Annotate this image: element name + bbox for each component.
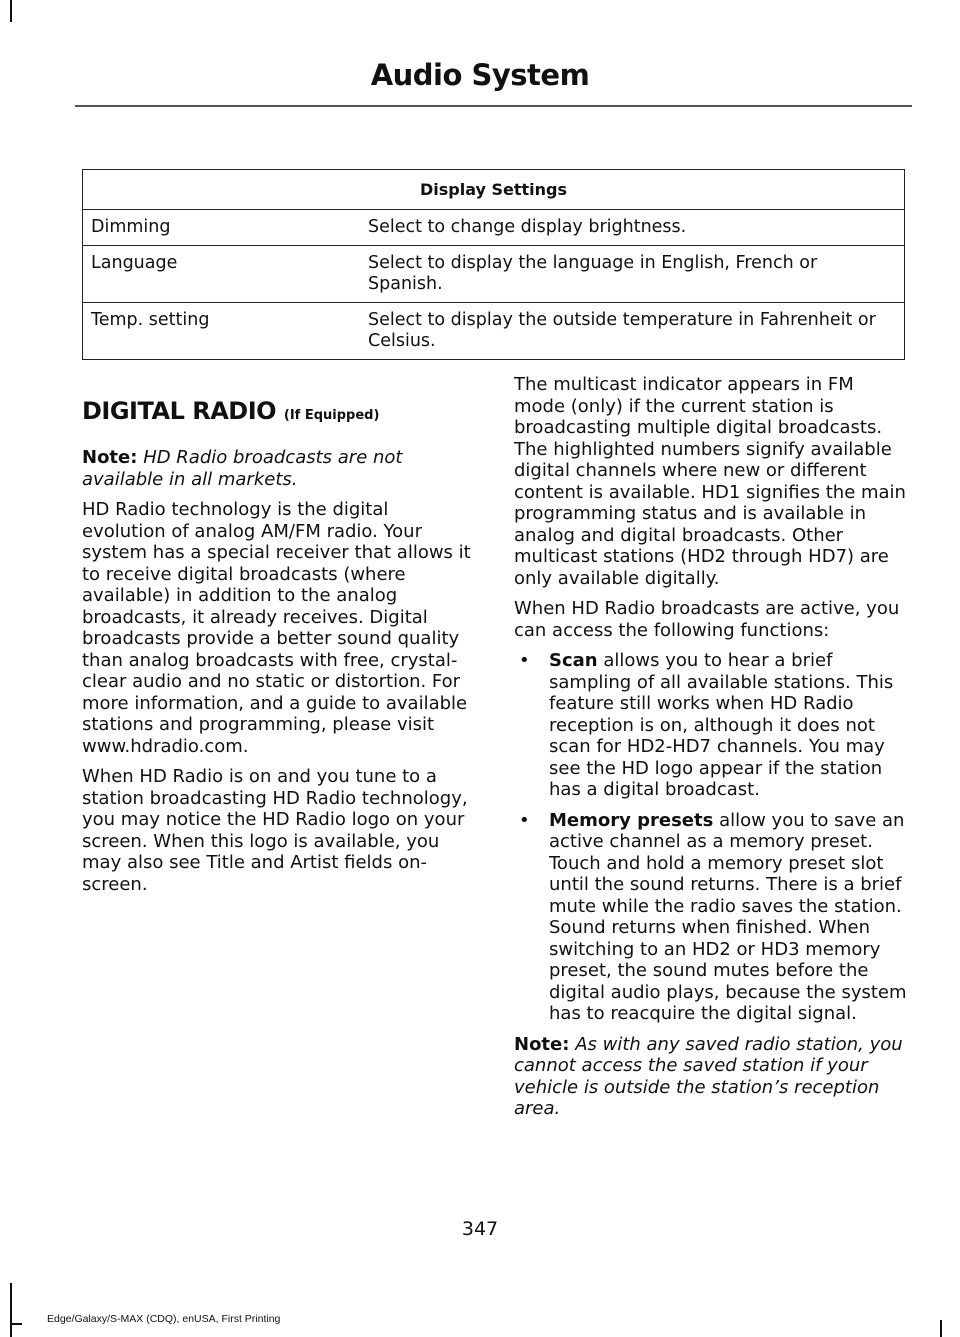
list-item-memory-presets [514,810,909,1025]
note-text: HD Radio broadcasts are not available in all markets. [82,447,403,490]
table-row [83,210,905,246]
paragraph-hd-radio-technology: HD Radio technology is the digital evolution of analog AM/FM radio. Your system has a special receiver that allows it to receive digital broadcasts (where available) in addition to the analog broadcasts, it already receives. Digital broadcasts provide a better sound quality than analog broadcasts with free, crystal-clear audio and no static or distortion. For more information, and a guide to available stations and programming, please visit www.hdradio.com. [82,499,471,757]
function-description: allows you to hear a brief sampling of all available stations. This feature still works when HD Radio reception is on, although it does not scan for HD2-HD7 channels. You may see the HD logo appear if the station has a digital broadcast. [549,650,894,800]
setting-description: Select to display the outside temperature in Fahrenheit or Celsius. [356,303,905,360]
bullet-icon: • [519,650,530,671]
paragraph-multicast-indicator: The multicast indicator appears in FM mode (only) if the current station is broadcasting multiple digital broadcasts. The highlighted numbers signify available digital channels where new or different content is available. HD1 signifies the main programming status and is available in analog and digital broadcasts. Other multicast stations (HD2 through HD7) are only available digitally. [514,374,906,589]
functions-list [514,650,909,1025]
list-item-scan [514,650,909,801]
crop-mark-bottom-left [10,1283,12,1337]
function-description: allow you to save an active channel as a memory preset. Touch and hold a memory preset slot until the sound returns. There is a brief mute while the radio saves the station. Sound returns when finished. When switching to an HD2 or HD3 memory preset, the sound mutes before the digital audio plays, because the system has to reacquire the digital signal. [549,809,907,1024]
section-heading [82,398,477,429]
table-title: Display Settings [83,170,905,210]
crop-mark-bottom-right [940,1320,942,1337]
section-heading-text: DIGITAL RADIO [82,397,277,425]
left-column [82,398,477,904]
crop-mark-bottom-left-horizontal [10,1323,22,1325]
setting-name: Temp. setting [83,303,357,360]
note [82,447,477,490]
table-row [83,303,905,360]
edition-footer: Edge/Galaxy/S-MAX (CDQ), enUSA, First Printing [47,1313,281,1325]
paragraph-functions-intro: When HD Radio broadcasts are active, you can access the following functions: [514,598,900,641]
function-term: Memory presets [549,809,714,831]
page-number: 347 [461,1218,499,1240]
setting-name: Dimming [83,210,357,246]
header-divider [75,105,912,107]
setting-description: Select to display the language in English, French or Spanish. [356,246,905,303]
note-label: Note: [82,447,138,468]
note-label: Note: [514,1033,570,1055]
setting-description: Select to change display brightness. [356,210,905,246]
note-text: As with any saved radio station, you cannot access the saved station if your vehicle is outside the station’s reception area. [514,1033,903,1119]
section-heading-suffix: (If Equipped) [283,408,380,423]
function-term: Scan [549,650,598,671]
table-row [83,246,905,303]
bullet-icon: • [519,809,530,831]
setting-name: Language [83,246,357,303]
right-column [514,374,909,1129]
display-settings-table [82,169,905,360]
note [514,1034,909,1120]
table-header-row [83,170,905,210]
page-title: Audio System [370,58,590,92]
paragraph-hd-radio-logo: When HD Radio is on and you tune to a station broadcasting HD Radio technology, you may notice the HD Radio logo on your screen. When this logo is available, you may also see Title and Artist fields on-screen. [82,766,468,895]
crop-mark-top-left [10,0,12,22]
